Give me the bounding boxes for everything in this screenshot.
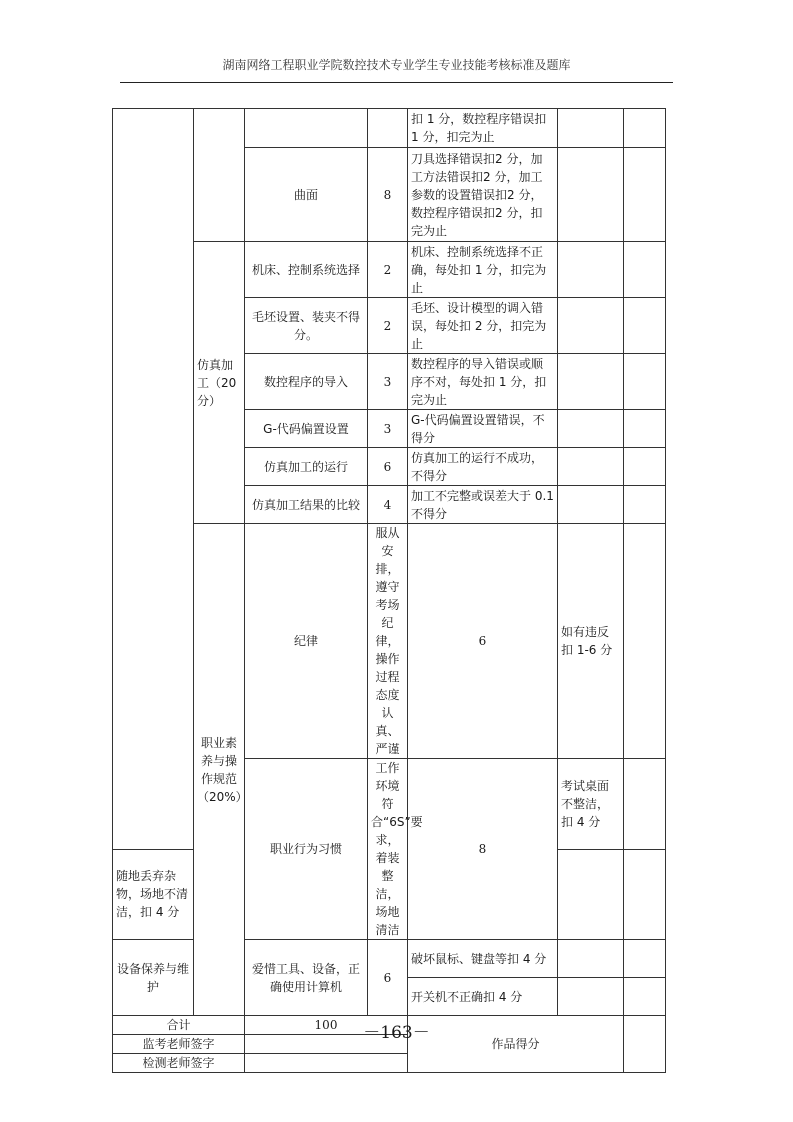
item-cell bbox=[245, 109, 368, 148]
item-cell: 毛坯设置、装夹不得分。 bbox=[245, 298, 368, 354]
criteria-cell: G-代码偏置设置错误，不得分 bbox=[408, 410, 558, 448]
proctor-signature-label: 监考老师签字 bbox=[113, 1035, 245, 1054]
score-cell: 2 bbox=[368, 242, 408, 298]
criteria-cell: 考试桌面不整洁，扣 4 分 bbox=[558, 759, 624, 850]
score-cell: 4 bbox=[368, 486, 408, 524]
score-cell: 6 bbox=[368, 940, 408, 1016]
page-number: －163－ bbox=[363, 1023, 430, 1043]
result-cell bbox=[624, 410, 666, 448]
header-rule bbox=[120, 82, 673, 83]
deduction-cell bbox=[558, 849, 624, 940]
result-cell bbox=[624, 849, 666, 940]
criteria-cell: 开关机不正确扣 4 分 bbox=[408, 978, 558, 1016]
item-cell: 曲面 bbox=[245, 148, 368, 242]
criteria-cell: 扣 1 分，数控程序错误扣 1 分，扣完为止 bbox=[408, 109, 558, 148]
item-cell: 服从安排，遵守考场纪律，操作过程态度认真、严谨 bbox=[368, 524, 408, 759]
item-cell: 工作环境符合“6S”要求，着装整洁，场地清洁 bbox=[368, 759, 408, 940]
score-cell: 3 bbox=[368, 354, 408, 410]
subcategory-cell: 设备保养与维护 bbox=[113, 940, 194, 1016]
result-cell bbox=[624, 109, 666, 148]
result-cell bbox=[624, 354, 666, 410]
inspector-signature-label: 检测老师签字 bbox=[113, 1054, 245, 1073]
deduction-cell bbox=[558, 448, 624, 486]
item-cell: 爱惜工具、设备，正确使用计算机 bbox=[245, 940, 368, 1016]
inspector-signature-field[interactable] bbox=[245, 1054, 408, 1073]
criteria-cell: 随地丢弃杂物，场地不清洁，扣 4 分 bbox=[113, 849, 194, 940]
item-cell: 数控程序的导入 bbox=[245, 354, 368, 410]
result-cell bbox=[624, 486, 666, 524]
item-cell: 机床、控制系统选择 bbox=[245, 242, 368, 298]
subcategory-cell bbox=[194, 109, 245, 242]
subcategory-cell: 仿真加工（20分） bbox=[194, 242, 245, 524]
category-cell bbox=[113, 109, 194, 850]
deduction-cell bbox=[558, 486, 624, 524]
total-value: 100 bbox=[245, 1016, 408, 1035]
criteria-cell: 刀具选择错误扣2 分，加工方法错误扣2 分，加工参数的设置错误扣2 分，数控程序错误扣2 分，扣完为止 bbox=[408, 148, 558, 242]
result-cell bbox=[624, 978, 666, 1016]
result-cell bbox=[624, 242, 666, 298]
deduction-cell bbox=[558, 298, 624, 354]
result-cell bbox=[624, 298, 666, 354]
criteria-cell: 数控程序的导入错误或顺序不对，每处扣 1 分，扣完为止 bbox=[408, 354, 558, 410]
table-row bbox=[113, 109, 666, 148]
deduction-cell bbox=[558, 410, 624, 448]
deduction-cell bbox=[558, 109, 624, 148]
deduction-cell bbox=[558, 978, 624, 1016]
subcategory-cell: 职业行为习惯 bbox=[245, 759, 368, 940]
score-cell: 6 bbox=[408, 524, 558, 759]
table-row bbox=[113, 242, 666, 298]
score-cell: 6 bbox=[368, 448, 408, 486]
score-cell: 8 bbox=[368, 148, 408, 242]
category-cell: 职业素养与操作规范（20%） bbox=[194, 524, 245, 1016]
deduction-cell bbox=[624, 524, 666, 759]
result-cell bbox=[624, 448, 666, 486]
result-cell bbox=[624, 940, 666, 978]
total-label: 合计 bbox=[113, 1016, 245, 1035]
subcategory-cell: 纪律 bbox=[245, 524, 368, 759]
score-cell: 3 bbox=[368, 410, 408, 448]
item-cell: 仿真加工结果的比较 bbox=[245, 486, 368, 524]
score-cell: 8 bbox=[408, 759, 558, 940]
result-cell bbox=[624, 148, 666, 242]
criteria-cell: 仿真加工的运行不成功，不得分 bbox=[408, 448, 558, 486]
table-row bbox=[113, 524, 666, 759]
deduction-cell bbox=[558, 148, 624, 242]
scoring-table bbox=[112, 108, 666, 1073]
work-score-label: 作品得分 bbox=[408, 1016, 624, 1073]
item-cell: G-代码偏置设置 bbox=[245, 410, 368, 448]
deduction-cell bbox=[558, 940, 624, 978]
score-cell bbox=[368, 109, 408, 148]
criteria-cell: 如有违反扣 1-6 分 bbox=[558, 524, 624, 759]
criteria-cell: 破坏鼠标、键盘等扣 4 分 bbox=[408, 940, 558, 978]
criteria-cell: 加工不完整或误差大于 0.1 不得分 bbox=[408, 486, 558, 524]
score-cell: 2 bbox=[368, 298, 408, 354]
criteria-cell: 毛坯、设计模型的调入错误，每处扣 2 分，扣完为止 bbox=[408, 298, 558, 354]
deduction-cell bbox=[558, 242, 624, 298]
page-header: 湖南网络工程职业学院数控技术专业学生专业技能考核标准及题库 bbox=[222, 58, 571, 72]
deduction-cell bbox=[558, 354, 624, 410]
item-cell: 仿真加工的运行 bbox=[245, 448, 368, 486]
criteria-cell: 机床、控制系统选择不正确，每处扣 1 分，扣完为止 bbox=[408, 242, 558, 298]
deduction-cell bbox=[624, 759, 666, 850]
